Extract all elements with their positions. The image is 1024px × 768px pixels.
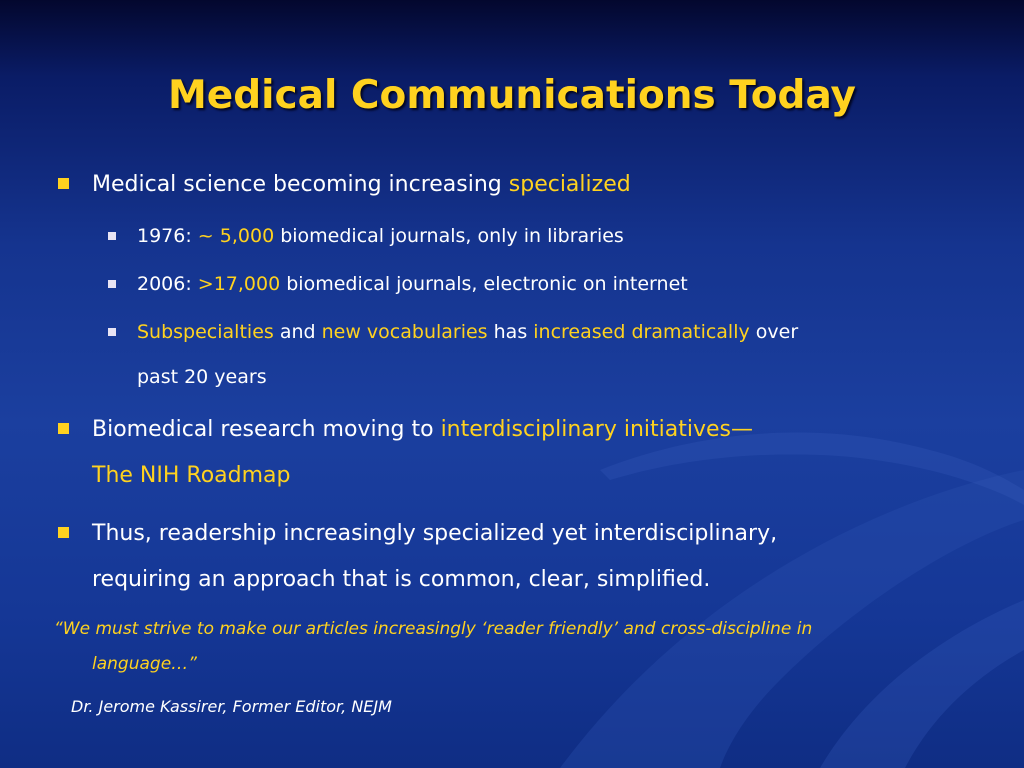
sub-bullet-text: biomedical journals, electronic on internet: [280, 273, 688, 295]
small-square-bullet-icon: [108, 232, 116, 240]
approx-symbol: ~: [197, 225, 214, 247]
bullet-highlight: interdisciplinary initiatives: [440, 417, 731, 442]
em-dash: —: [731, 417, 753, 442]
year-label: 2006:: [137, 273, 198, 295]
journal-count: >17,000: [197, 273, 281, 295]
quote-line1: “We must strive to make our articles increasingly ‘reader friendly’ and cross-discipline in: [54, 619, 813, 639]
highlight-increased-dramatically: increased dramatically: [533, 321, 750, 343]
slide-title: Medical Communications Today: [168, 73, 856, 118]
small-square-bullet-icon: [108, 280, 116, 288]
sub-bullet-subspecialties: [137, 310, 957, 400]
connector-text: and: [273, 321, 322, 343]
bullet-text: Biomedical research moving to: [92, 417, 441, 442]
square-bullet-icon: [58, 178, 69, 189]
nih-roadmap-text: The NIH Roadmap: [92, 463, 291, 488]
bullet-readership: [92, 511, 972, 603]
sub-bullet-text: biomedical journals, only in libraries: [274, 225, 624, 247]
bullet-text: Thus, readership increasingly specialized yet interdisciplinary,: [92, 521, 778, 546]
highlight-subspecialties: Subspecialties: [137, 321, 274, 343]
bullet-text-line2: requiring an approach that is common, clear, simplified.: [92, 567, 711, 592]
bullet-text: Medical science becoming increasing: [92, 172, 509, 197]
quote-line2: language…”: [92, 654, 197, 674]
connector-text: has: [487, 321, 534, 343]
square-bullet-icon: [58, 423, 69, 434]
square-bullet-icon: [58, 527, 69, 538]
bullet-highlight: specialized: [508, 172, 631, 197]
continuation-text: past 20 years: [137, 366, 267, 388]
bullet-specialization: [92, 162, 972, 208]
journal-count: 5,000: [219, 225, 275, 247]
year-label: 1976:: [137, 225, 198, 247]
kassirer-quote: [54, 612, 994, 682]
sub-bullet-2006: [137, 262, 957, 307]
quote-attribution: Dr. Jerome Kassirer, Former Editor, NEJM: [71, 697, 392, 716]
connector-text: over: [749, 321, 799, 343]
sub-bullet-1976: [137, 214, 957, 259]
bullet-interdisciplinary: [92, 407, 972, 499]
small-square-bullet-icon: [108, 328, 116, 336]
highlight-new-vocabularies: new vocabularies: [321, 321, 488, 343]
